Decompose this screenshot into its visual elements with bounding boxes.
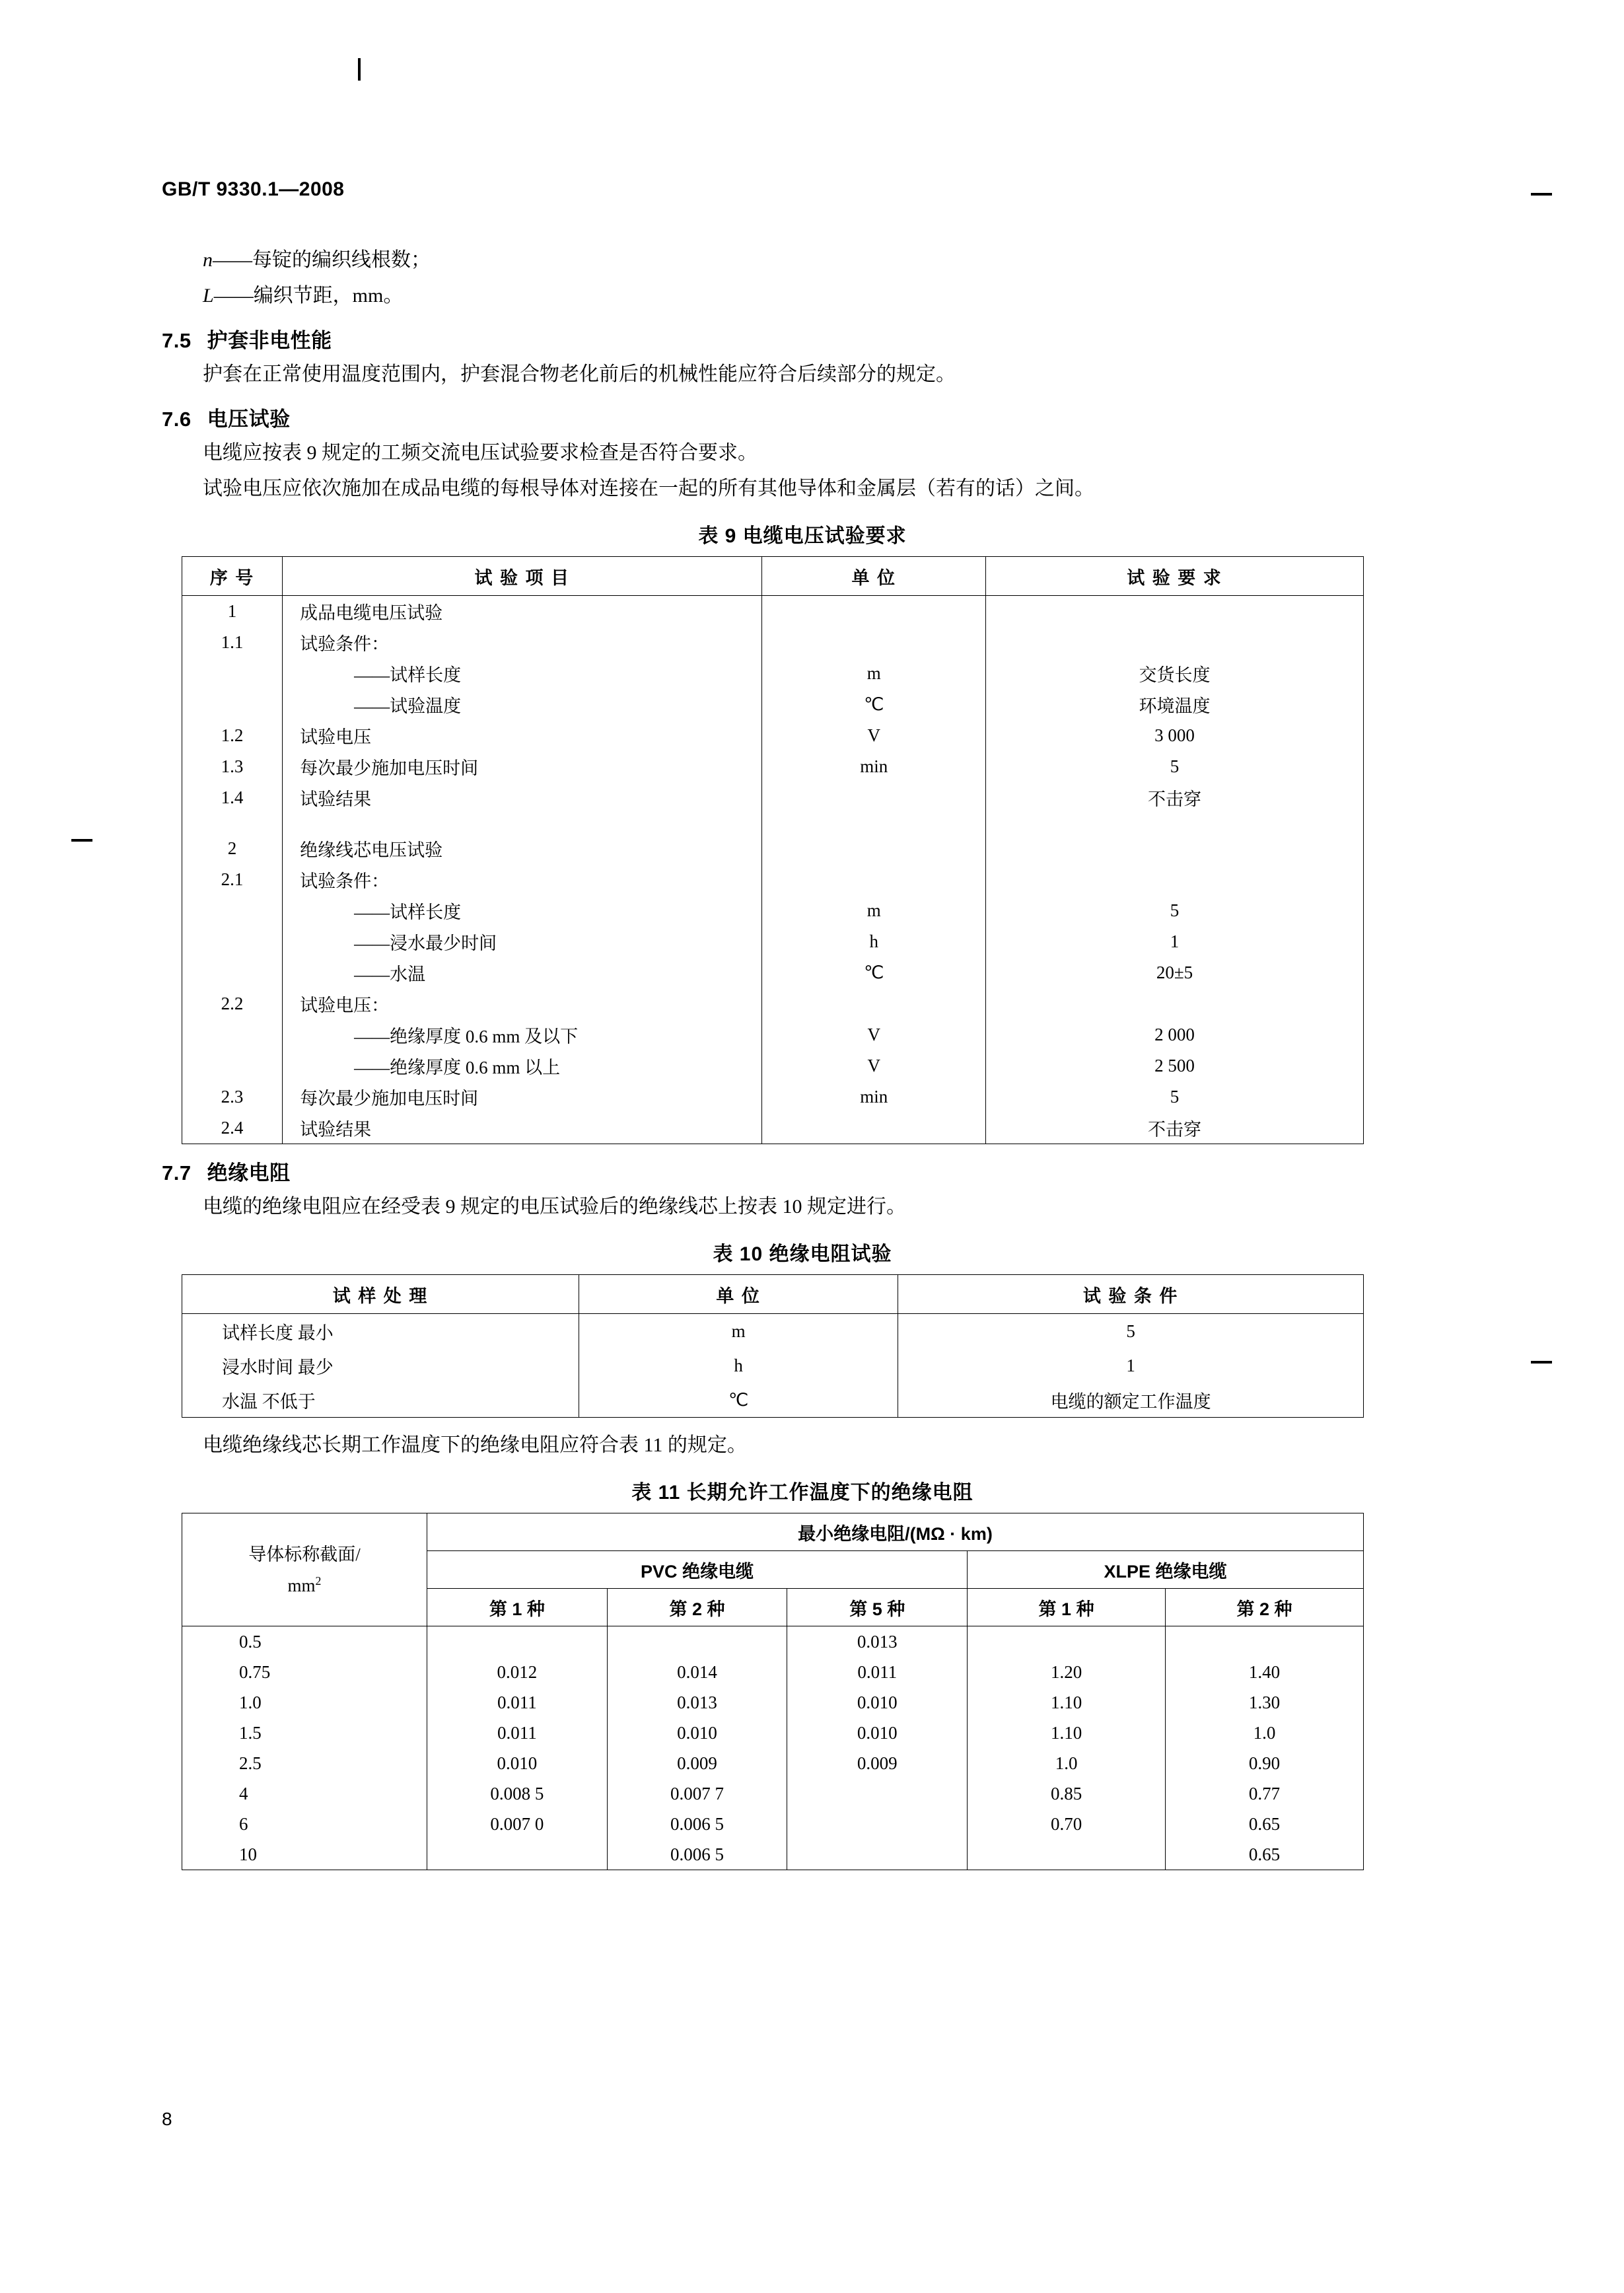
cell-unit: V	[762, 1050, 986, 1081]
table-row	[182, 1112, 1364, 1144]
cell-unit: ℃	[762, 957, 986, 988]
table-11-head	[182, 1513, 1364, 1626]
cell-item: ——浸水最少时间	[283, 926, 762, 957]
cell-unit: h	[762, 926, 986, 957]
cell-req: 2 000	[986, 1019, 1364, 1050]
table-row	[182, 957, 1364, 988]
table-10-header-condition: 试 验 条 件	[898, 1275, 1364, 1314]
cell-xlpe1: 0.85	[968, 1778, 1166, 1809]
symbol-n: n	[203, 249, 213, 271]
table-11	[182, 1513, 1364, 1870]
cell-unit	[762, 627, 986, 658]
section-7-6-paragraph-1: 电缆应按表 9 规定的工频交流电压试验要求检查是否符合要求。	[203, 442, 758, 464]
table-row	[182, 689, 1364, 720]
standard-code: GB/T 9330.1—2008	[162, 178, 345, 200]
cell-pvc2	[607, 1626, 787, 1657]
section-number-7-7: 7.7	[162, 1161, 192, 1184]
cell-unit: m	[579, 1314, 898, 1349]
table-11-header-row-1	[182, 1513, 1364, 1551]
cell-treatment: 浸水时间 最少	[182, 1348, 579, 1383]
table-row	[182, 1687, 1364, 1718]
table-row	[182, 926, 1364, 957]
cell-pvc2: 0.006 5	[607, 1839, 787, 1870]
table-row	[182, 988, 1364, 1019]
cell-pvc2: 0.014	[607, 1657, 787, 1687]
table-row	[182, 658, 1364, 689]
cell-pvc5: 0.013	[787, 1626, 968, 1657]
definition-L-text: ——编织节距，mm。	[213, 285, 404, 307]
cell-req: 20±5	[986, 957, 1364, 988]
cell-pvc2: 0.006 5	[607, 1809, 787, 1839]
table-row	[182, 1081, 1364, 1112]
cell-item: ——绝缘厚度 0.6 mm 及以下	[283, 1019, 762, 1050]
cell-pvc5: 0.010	[787, 1687, 968, 1718]
section-7-6-paragraph-2: 试验电压应依次施加在成品电缆的每根导体对连接在一起的所有其他导体和金属层（若有的话）之间。	[203, 478, 1094, 499]
table-9-header-no: 序 号	[182, 557, 283, 596]
cell-section: 10	[182, 1839, 427, 1870]
cell-xlpe2: 0.65	[1166, 1839, 1364, 1870]
cell-unit: m	[762, 658, 986, 689]
cell-no: 1.4	[182, 782, 283, 813]
cell-req: 1	[986, 926, 1364, 957]
cell-item: 试验电压：	[283, 988, 762, 1019]
cell-item: ——水温	[283, 957, 762, 988]
table-row	[182, 596, 1364, 628]
table-row	[182, 1383, 1364, 1418]
crop-mark-top	[358, 58, 361, 81]
cell-pvc5	[787, 1809, 968, 1839]
cell-pvc1: 0.008 5	[427, 1778, 608, 1809]
section-title-7-6: 电压试验	[207, 408, 291, 431]
cell-section: 2.5	[182, 1748, 427, 1778]
cell-no	[182, 689, 283, 720]
table-10-header-row	[182, 1275, 1364, 1314]
cell-unit	[762, 1112, 986, 1144]
cell-condition: 5	[898, 1314, 1364, 1349]
cell-section: 6	[182, 1809, 427, 1839]
cell-req	[986, 813, 1364, 833]
cell-unit	[762, 813, 986, 833]
cell-unit: m	[762, 895, 986, 926]
table-row	[182, 1314, 1364, 1349]
table-11-header-section	[182, 1513, 427, 1626]
cell-xlpe2: 0.65	[1166, 1809, 1364, 1839]
cell-no	[182, 926, 283, 957]
cell-item: ——绝缘厚度 0.6 mm 以上	[283, 1050, 762, 1081]
cell-no	[182, 895, 283, 926]
cell-condition: 电缆的额定工作温度	[898, 1383, 1364, 1418]
cell-unit: V	[762, 720, 986, 751]
cell-pvc1: 0.007 0	[427, 1809, 608, 1839]
cell-section: 1.5	[182, 1718, 427, 1748]
cell-req	[986, 627, 1364, 658]
cell-no	[182, 1019, 283, 1050]
cell-req: 交货长度	[986, 658, 1364, 689]
cell-unit: ℃	[762, 689, 986, 720]
cell-item: 试验电压	[283, 720, 762, 751]
cell-no: 1.3	[182, 751, 283, 782]
table-row	[182, 833, 1364, 864]
table-11-subheader-xlpe-1: 第 1 种	[968, 1589, 1166, 1626]
cell-xlpe2: 0.90	[1166, 1748, 1364, 1778]
cell-item: ——试样长度	[283, 895, 762, 926]
cell-req	[986, 596, 1364, 628]
cell-pvc1: 0.012	[427, 1657, 608, 1687]
table-11-title: 表 11 长期允许工作温度下的绝缘电阻	[631, 1482, 973, 1504]
table-row	[182, 1050, 1364, 1081]
cell-item: 每次最少施加电压时间	[283, 751, 762, 782]
table-11-header-section-line2: $mm^2$	[287, 1574, 322, 1595]
table-row	[182, 895, 1364, 926]
table-9	[182, 556, 1364, 1144]
definition-n	[203, 244, 1443, 276]
cell-xlpe2	[1166, 1626, 1364, 1657]
table-10-header-treatment: 试 样 处 理	[182, 1275, 579, 1314]
cell-unit: min	[762, 1081, 986, 1112]
table-row	[182, 1718, 1364, 1748]
cell-no: 2.4	[182, 1112, 283, 1144]
definition-n-text: ——每锭的编织线根数；	[213, 249, 431, 271]
table-row	[182, 1809, 1364, 1839]
table-row	[182, 627, 1364, 658]
symbol-L: L	[203, 285, 214, 307]
cell-req: 不击穿	[986, 782, 1364, 813]
cell-unit	[762, 833, 986, 864]
section-number-7-5: 7.5	[162, 329, 192, 352]
table-9-header-req: 试 验 要 求	[986, 557, 1364, 596]
cell-unit	[762, 988, 986, 1019]
cell-unit: min	[762, 751, 986, 782]
table-10-title: 表 10 绝缘电阻试验	[713, 1243, 892, 1265]
cell-req: 5	[986, 751, 1364, 782]
cell-pvc1	[427, 1626, 608, 1657]
cell-item: 绝缘线芯电压试验	[283, 833, 762, 864]
section-number-7-6: 7.6	[162, 408, 192, 431]
cell-xlpe2: 1.0	[1166, 1718, 1364, 1748]
cell-condition: 1	[898, 1348, 1364, 1383]
cell-xlpe2: 1.40	[1166, 1657, 1364, 1687]
cell-no	[182, 957, 283, 988]
section-heading-7-6	[162, 402, 1443, 432]
cell-pvc1: 0.011	[427, 1687, 608, 1718]
cell-pvc5: 0.010	[787, 1718, 968, 1748]
cell-req: 3 000	[986, 720, 1364, 751]
cell-req	[986, 988, 1364, 1019]
cell-item: 试验条件：	[283, 864, 762, 895]
cell-no: 2.1	[182, 864, 283, 895]
section-heading-7-7	[162, 1156, 1443, 1186]
cell-pvc2: 0.013	[607, 1687, 787, 1718]
cell-item	[283, 813, 762, 833]
cell-no: 1.1	[182, 627, 283, 658]
cell-no: 2	[182, 833, 283, 864]
cell-unit	[762, 782, 986, 813]
cell-unit	[762, 596, 986, 628]
cell-xlpe1: 1.10	[968, 1687, 1166, 1718]
cell-req: 5	[986, 895, 1364, 926]
table-11-header-group-pvc: PVC 绝缘电缆	[427, 1551, 968, 1589]
table-row	[182, 1839, 1364, 1870]
cell-pvc1: 0.011	[427, 1718, 608, 1748]
section-title-7-7: 绝缘电阻	[207, 1161, 291, 1184]
cell-pvc5	[787, 1778, 968, 1809]
cell-xlpe1	[968, 1839, 1166, 1870]
cell-section: 0.5	[182, 1626, 427, 1657]
cell-pvc5	[787, 1839, 968, 1870]
cell-treatment: 试样长度 最小	[182, 1314, 579, 1349]
table-row	[182, 720, 1364, 751]
table-9-head	[182, 557, 1364, 596]
table-row	[182, 1657, 1364, 1687]
table-10-head	[182, 1275, 1364, 1314]
table-11-header-group-xlpe: XLPE 绝缘电缆	[968, 1551, 1364, 1589]
table-9-header-unit: 单 位	[762, 557, 986, 596]
cell-req	[986, 864, 1364, 895]
table-row	[182, 1348, 1364, 1383]
table-11-header-section-line1: 导体标称截面/	[248, 1544, 361, 1564]
cell-treatment: 水温 不低于	[182, 1383, 579, 1418]
cell-no: 1	[182, 596, 283, 628]
cell-no: 2.3	[182, 1081, 283, 1112]
cell-section: 1.0	[182, 1687, 427, 1718]
cell-no	[182, 1050, 283, 1081]
crop-mark-left-mid	[71, 839, 92, 842]
table-9-header-item: 试 验 项 目	[283, 557, 762, 596]
cell-section: 4	[182, 1778, 427, 1809]
section-title-7-5: 护套非电性能	[207, 329, 332, 352]
cell-item: 试验条件：	[283, 627, 762, 658]
cell-unit: ℃	[579, 1383, 898, 1418]
table-10	[182, 1274, 1364, 1418]
table-9-body	[182, 596, 1364, 1144]
cell-no: 1.2	[182, 720, 283, 751]
cell-req	[986, 833, 1364, 864]
table-row	[182, 751, 1364, 782]
cell-pvc2: 0.009	[607, 1748, 787, 1778]
cell-unit: h	[579, 1348, 898, 1383]
table-row	[182, 1626, 1364, 1657]
cell-unit: V	[762, 1019, 986, 1050]
table-row	[182, 782, 1364, 813]
cell-item: 每次最少施加电压时间	[283, 1081, 762, 1112]
cell-item: ——试样长度	[283, 658, 762, 689]
cell-xlpe1	[968, 1626, 1166, 1657]
cell-unit	[762, 864, 986, 895]
table-11-subheader-pvc-5: 第 5 种	[787, 1589, 968, 1626]
cell-req: 5	[986, 1081, 1364, 1112]
definition-L	[203, 280, 1443, 312]
cell-req: 不击穿	[986, 1112, 1364, 1144]
page-content	[162, 178, 1443, 1870]
cell-xlpe1: 1.0	[968, 1748, 1166, 1778]
section-7-7-paragraph-1: 电缆的绝缘电阻应在经受表 9 规定的电压试验后的绝缘线芯上按表 10 规定进行。	[203, 1196, 906, 1218]
page-number: 8	[162, 2109, 172, 2129]
cell-xlpe1: 0.70	[968, 1809, 1166, 1839]
cell-section: 0.75	[182, 1657, 427, 1687]
crop-mark-right-top	[1531, 193, 1552, 196]
cell-xlpe2: 1.30	[1166, 1687, 1364, 1718]
table-row	[182, 1019, 1364, 1050]
table-9-header-row	[182, 557, 1364, 596]
cell-pvc5: 0.011	[787, 1657, 968, 1687]
cell-no	[182, 813, 283, 833]
table-10-body	[182, 1314, 1364, 1418]
table-11-header-span: 最小绝缘电阻/(MΩ · km)	[427, 1513, 1364, 1551]
table-10-header-unit: 单 位	[579, 1275, 898, 1314]
cell-no	[182, 658, 283, 689]
crop-mark-right-mid	[1531, 1361, 1552, 1364]
cell-no: 2.2	[182, 988, 283, 1019]
table-11-subheader-pvc-1: 第 1 种	[427, 1589, 608, 1626]
cell-req: 环境温度	[986, 689, 1364, 720]
cell-pvc5: 0.009	[787, 1748, 968, 1778]
table-11-body	[182, 1626, 1364, 1870]
table-row	[182, 1778, 1364, 1809]
table-11-subheader-pvc-2: 第 2 种	[607, 1589, 787, 1626]
cell-item: ——试验温度	[283, 689, 762, 720]
cell-item: 试验结果	[283, 1112, 762, 1144]
cell-xlpe2: 0.77	[1166, 1778, 1364, 1809]
cell-xlpe1: 1.10	[968, 1718, 1166, 1748]
cell-xlpe1: 1.20	[968, 1657, 1166, 1687]
table-row	[182, 864, 1364, 895]
table-11-subheader-xlpe-2: 第 2 种	[1166, 1589, 1364, 1626]
table-row-spacer	[182, 813, 1364, 833]
section-7-7-paragraph-2: 电缆绝缘线芯长期工作温度下的绝缘电阻应符合表 11 的规定。	[203, 1434, 747, 1456]
section-7-5-paragraph-1: 护套在正常使用温度范围内，护套混合物老化前后的机械性能应符合后续部分的规定。	[203, 363, 956, 385]
cell-pvc1: 0.010	[427, 1748, 608, 1778]
cell-req: 2 500	[986, 1050, 1364, 1081]
cell-item: 试验结果	[283, 782, 762, 813]
table-9-title: 表 9 电缆电压试验要求	[698, 525, 907, 547]
cell-pvc2: 0.010	[607, 1718, 787, 1748]
cell-pvc2: 0.007 7	[607, 1778, 787, 1809]
section-heading-7-5	[162, 324, 1443, 353]
table-row	[182, 1748, 1364, 1778]
cell-item: 成品电缆电压试验	[283, 596, 762, 628]
cell-pvc1	[427, 1839, 608, 1870]
